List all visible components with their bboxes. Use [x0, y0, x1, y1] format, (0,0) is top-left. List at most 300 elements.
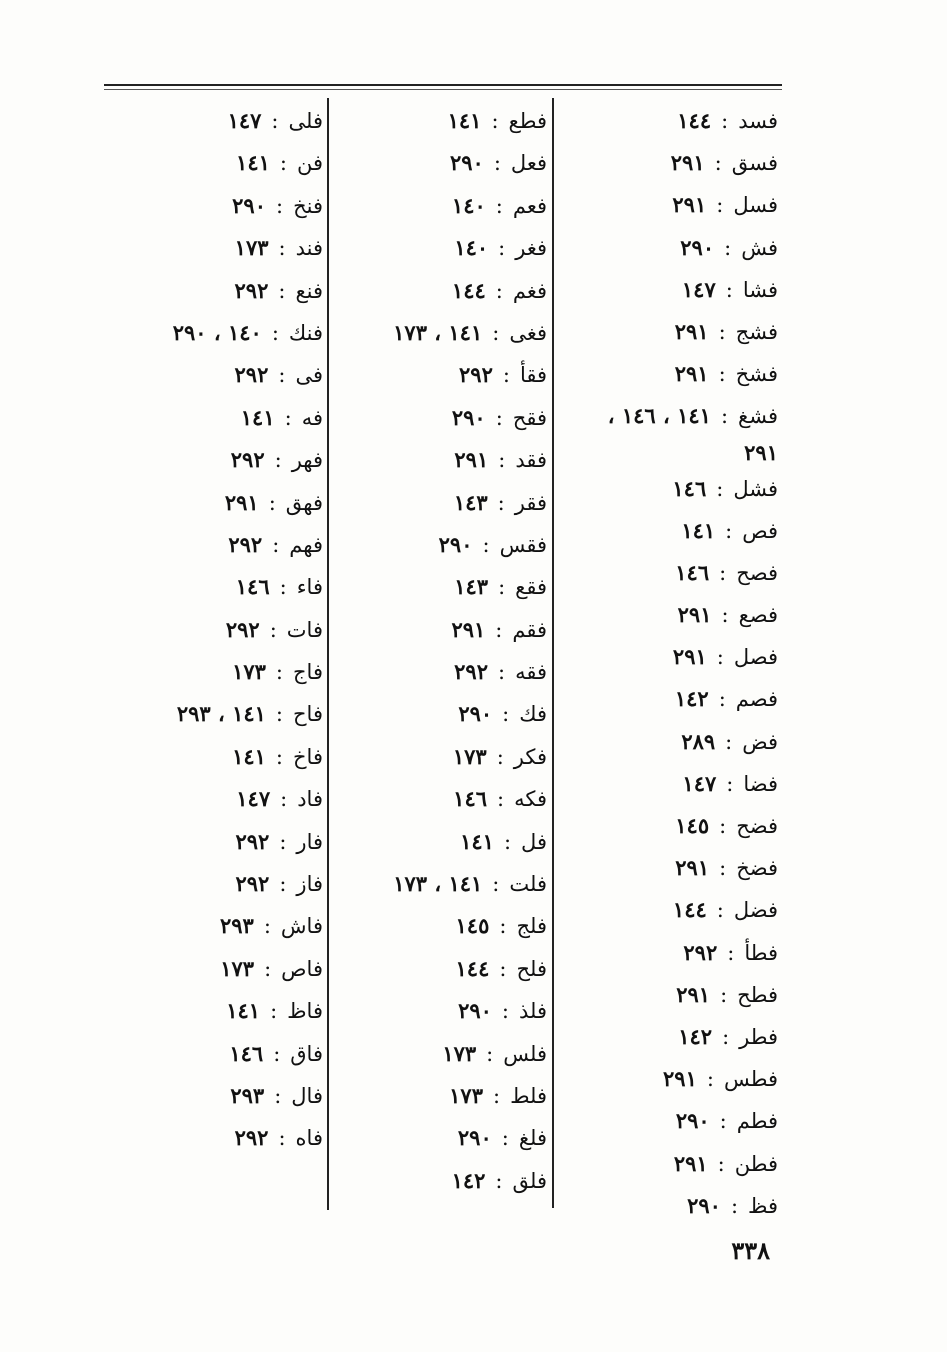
entry-separator: :	[493, 151, 501, 176]
entry-separator: :	[730, 1193, 739, 1218]
entry-separator: :	[482, 532, 490, 557]
entry-separator: :	[725, 729, 733, 754]
entry-word: فل	[521, 829, 547, 854]
entry-word: فاز	[296, 872, 323, 897]
index-entry	[335, 439, 547, 481]
index-column-right	[560, 100, 778, 1227]
entry-word: فطع	[508, 109, 547, 133]
entry-separator: :	[273, 1041, 281, 1066]
entry-pages: ١٧٣	[452, 743, 487, 769]
entry-separator: :	[275, 744, 283, 769]
entry-word: فصل	[733, 645, 778, 670]
entry-separator: :	[706, 1067, 714, 1092]
entry-word: فسل	[733, 193, 778, 218]
entry-word: فهر	[291, 448, 323, 473]
index-entry	[335, 905, 547, 947]
index-entry	[105, 142, 323, 184]
entry-separator: :	[714, 151, 722, 176]
index-entry	[105, 693, 323, 735]
index-entry	[335, 142, 547, 184]
entry-word: فاص	[281, 956, 323, 981]
entry-separator: :	[718, 362, 726, 387]
entry-pages: ٢٩١	[674, 318, 709, 344]
entry-separator: :	[719, 560, 727, 585]
entry-pages: ٢٩٠	[457, 1125, 492, 1151]
entry-separator: :	[719, 856, 727, 881]
entry-word: فلق	[512, 1168, 547, 1193]
index-entry	[105, 482, 323, 524]
entry-word: فات	[286, 617, 323, 642]
entry-pages: ١٤١	[681, 517, 716, 543]
entry-pages: ٢٩٢	[230, 447, 265, 473]
entry-pages: ٢٩٠	[438, 531, 473, 557]
entry-pages: ١٤١ ، ١٧٣	[393, 319, 483, 345]
entry-pages: ١٤١ ، ٢٩٣	[176, 701, 266, 727]
index-entry	[560, 1100, 778, 1142]
entry-separator: :	[491, 109, 499, 133]
index-entry	[560, 1058, 778, 1100]
entry-word: فشل	[733, 476, 778, 501]
entry-word: فند	[295, 236, 323, 261]
index-entry	[560, 636, 778, 678]
top-rule-thin	[104, 89, 782, 90]
entry-pages: ٢٩٠	[232, 192, 266, 218]
entry-pages: ١٧٣	[220, 955, 255, 981]
entry-separator: :	[279, 575, 287, 600]
entry-word: فعم	[512, 193, 547, 218]
entry-separator: :	[496, 744, 504, 769]
entry-pages: ٢٩٢	[235, 871, 270, 897]
entry-word: فه	[301, 405, 323, 430]
index-entry	[335, 227, 547, 269]
entry-word: فعل	[510, 151, 547, 176]
entry-pages: ١٤٦	[453, 786, 488, 812]
entry-word: فاء	[296, 575, 323, 600]
entry-pages: ١٤٥	[455, 913, 490, 939]
entry-word: فاش	[280, 914, 323, 939]
index-entry	[105, 270, 323, 312]
index-entry	[105, 1033, 323, 1075]
entry-pages: ٢٩٢	[234, 362, 269, 388]
index-entry	[105, 736, 323, 778]
entry-pages: ١٤١	[232, 743, 266, 769]
entry-word: فضل	[733, 898, 778, 923]
index-entry	[560, 100, 778, 142]
entry-separator: :	[492, 320, 500, 345]
entry-pages: ٢٩٠	[450, 150, 484, 176]
entry-separator: :	[274, 1083, 282, 1108]
entry-word: فص	[742, 518, 778, 543]
entry-pages: ٢٩٣	[230, 1082, 265, 1108]
entry-separator: :	[279, 872, 287, 897]
index-entry	[105, 354, 323, 396]
entry-separator: :	[278, 363, 286, 388]
index-entry	[560, 269, 778, 311]
entry-word: فقع	[515, 575, 547, 600]
entry-word: فهم	[289, 532, 323, 557]
entry-separator: :	[716, 898, 724, 923]
index-entry	[335, 778, 547, 820]
index-entry	[105, 821, 323, 863]
entry-separator: :	[725, 518, 733, 543]
entry-word: فن	[296, 151, 323, 176]
entry-separator: :	[495, 193, 503, 218]
entry-pages: ٢٩١	[677, 602, 712, 628]
entry-separator: :	[720, 982, 728, 1007]
entry-word: فلغ	[518, 1126, 547, 1151]
entry-separator: :	[501, 999, 509, 1024]
entry-separator: :	[270, 999, 278, 1024]
entry-separator: :	[492, 1083, 501, 1108]
index-entry	[560, 763, 778, 805]
entry-separator: :	[717, 1151, 725, 1176]
entry-separator: :	[280, 787, 288, 812]
entry-pages: ١٤١	[447, 108, 482, 133]
entry-word: فغم	[512, 278, 547, 303]
entry-word: فض	[742, 729, 778, 754]
entry-separator: :	[719, 814, 727, 838]
entry-word: فلح	[516, 956, 547, 981]
entry-word: فقأ	[519, 363, 547, 388]
entry-pages: ٢٩٠	[680, 234, 715, 260]
entry-word: فصع	[738, 603, 778, 628]
entry-word: فطأ	[744, 940, 778, 965]
entry-separator: :	[284, 405, 292, 430]
index-entry	[105, 439, 323, 481]
index-entry	[335, 1117, 547, 1159]
entry-separator: :	[720, 404, 729, 429]
index-column-middle	[335, 100, 547, 1202]
entry-separator: :	[718, 687, 726, 712]
index-entry	[335, 1075, 547, 1117]
entry-separator: :	[497, 490, 505, 515]
entry-word: فشخ	[735, 362, 778, 387]
entry-separator: :	[498, 575, 506, 600]
index-entry	[335, 651, 547, 693]
entry-pages: ١٤٤	[672, 897, 707, 923]
index-entry	[560, 889, 778, 931]
entry-pages: ١٤٧	[681, 276, 716, 302]
index-entry	[105, 778, 323, 820]
entry-pages: ١٤٧	[682, 770, 717, 796]
entry-separator: :	[501, 1126, 509, 1151]
index-entry	[560, 510, 778, 552]
entry-separator: :	[495, 1168, 503, 1193]
entry-pages: ١٤٣	[453, 489, 488, 515]
index-entry	[335, 482, 547, 524]
entry-word: فضخ	[736, 856, 778, 881]
entry-word: فظ	[748, 1193, 778, 1218]
entry-pages: ١٤٦	[235, 574, 270, 600]
entry-pages: ٢٩١	[673, 1150, 708, 1176]
entry-pages: ٢٩٠	[675, 1108, 710, 1134]
index-entry	[560, 805, 778, 847]
entry-word: فشا	[742, 277, 778, 302]
index-entry	[560, 311, 778, 353]
entry-separator: :	[719, 1109, 727, 1134]
index-entry	[105, 185, 323, 227]
entry-pages: ١٤٧	[227, 108, 262, 133]
column-divider-right	[552, 98, 554, 1208]
entry-word: فك	[519, 702, 547, 727]
entry-separator: :	[263, 914, 271, 939]
entry-separator: :	[492, 872, 500, 897]
index-entry	[105, 651, 323, 693]
entry-pages: ١٤١	[226, 998, 261, 1024]
entry-separator: :	[495, 405, 503, 430]
entry-word: فاح	[293, 702, 323, 727]
entry-separator: :	[497, 787, 505, 812]
entry-separator: :	[278, 278, 286, 303]
entry-word: فنع	[295, 278, 323, 303]
index-entry	[105, 863, 323, 905]
entry-pages: ٢٩١	[672, 192, 707, 218]
index-entry	[560, 142, 778, 184]
index-entry	[335, 609, 547, 651]
entry-pages: ١٤٢	[451, 1167, 486, 1193]
entry-separator: :	[275, 193, 284, 218]
index-column-left	[105, 100, 323, 1160]
entry-pages: ٢٩١	[451, 616, 486, 642]
index-entry	[335, 312, 547, 354]
index-entry	[560, 1185, 778, 1227]
index-entry	[335, 693, 547, 735]
index-entry	[335, 1160, 547, 1202]
index-entry	[560, 974, 778, 1016]
entry-word: فغى	[509, 320, 547, 345]
entry-separator: :	[502, 702, 510, 727]
entry-pages: ٢٩١	[675, 855, 710, 881]
entry-pages: ٢٩٠	[687, 1192, 721, 1218]
entry-word: فلى	[288, 109, 323, 133]
index-entry	[335, 736, 547, 778]
index-entry	[560, 468, 778, 510]
entry-word: فصم	[735, 687, 778, 712]
entry-word: فقد	[515, 448, 547, 473]
entry-separator: :	[272, 532, 280, 557]
entry-pages: ١٤١ ، ١٤٦ ،	[607, 403, 711, 429]
entry-word: فى	[295, 363, 323, 388]
entry-pages: ٢٩٢	[459, 362, 493, 388]
index-entry	[335, 821, 547, 863]
entry-word: فصح	[736, 560, 778, 585]
entry-separator: :	[716, 476, 724, 501]
entry-separator: :	[718, 319, 726, 344]
entry-separator: :	[271, 320, 279, 345]
entry-word: فقه	[515, 660, 547, 685]
entry-separator: :	[503, 829, 512, 854]
entry-pages: ٢٩١	[744, 439, 778, 465]
entry-pages: ١٤٢	[674, 686, 709, 712]
entry-separator: :	[274, 448, 282, 473]
index-entry	[560, 353, 778, 395]
index-entry	[560, 594, 778, 636]
entry-pages: ١٤١	[236, 150, 270, 176]
index-entry	[105, 1075, 323, 1117]
index-entry	[335, 270, 547, 312]
index-entry	[105, 948, 323, 990]
entry-pages: ٢٩٢	[234, 1125, 269, 1151]
entry-pages: ٢٩٠	[458, 701, 493, 727]
entry-word: فقر	[514, 490, 547, 515]
index-entry	[560, 932, 778, 974]
entry-pages: ٢٩١	[670, 150, 705, 176]
entry-pages: ٢٩٢	[454, 659, 488, 685]
entry-word: فغر	[515, 236, 547, 261]
entry-separator: :	[498, 660, 506, 685]
entry-word: فقم	[512, 617, 547, 642]
entry-word: فكه	[514, 787, 547, 812]
entry-word: فار	[296, 829, 323, 854]
entry-word: فكر	[513, 744, 547, 769]
index-entry	[105, 905, 323, 947]
entry-word: فشغ	[738, 404, 778, 429]
index-entry	[560, 395, 778, 437]
entry-word: فاه	[295, 1126, 323, 1151]
entry-word: فضح	[736, 814, 778, 838]
index-entry	[105, 312, 323, 354]
index-entry	[335, 185, 547, 227]
top-rule	[104, 84, 782, 86]
entry-word: فلط	[510, 1083, 547, 1108]
entry-separator: :	[716, 645, 724, 670]
entry-word: فلت	[509, 872, 547, 897]
entry-pages: ٢٩٢	[234, 277, 269, 303]
entry-pages: ١٤٦	[672, 475, 707, 501]
entry-word: فهق	[285, 490, 323, 515]
index-entry	[335, 100, 547, 142]
entry-word: فش	[741, 235, 778, 260]
entry-word: فنك	[288, 320, 323, 345]
entry-separator: :	[726, 771, 734, 796]
entry-word: فاج	[293, 660, 323, 685]
entry-separator: :	[268, 490, 276, 515]
entry-pages: ١٤٠ ، ٢٩٠	[172, 319, 262, 345]
entry-word: فاظ	[287, 999, 323, 1024]
index-entry	[105, 524, 323, 566]
entry-pages: ٢٩٠	[458, 998, 492, 1024]
entry-word: فلج	[516, 914, 547, 939]
index-entry	[560, 847, 778, 889]
index-entry	[335, 566, 547, 608]
entry-pages: ١٧٣	[232, 659, 266, 685]
entry-pages: ١٤٤	[455, 955, 490, 981]
entry-word: فقح	[512, 405, 547, 430]
index-entry	[105, 566, 323, 608]
entry-pages: ١٤٠	[451, 192, 486, 218]
entry-word: فطح	[737, 982, 778, 1007]
entry-pages: ١٤٥	[675, 813, 710, 838]
entry-separator: :	[486, 1041, 494, 1066]
entry-pages: ٢٩١	[674, 361, 709, 387]
entry-pages: ١٧٣	[449, 1082, 483, 1108]
index-entry	[560, 184, 778, 226]
index-entry	[335, 990, 547, 1032]
entry-separator: :	[269, 617, 277, 642]
entry-pages: ١٤٤	[677, 108, 712, 133]
entry-word: فلس	[503, 1041, 547, 1066]
entry-pages: ١٤١	[460, 828, 494, 854]
entry-separator: :	[279, 151, 287, 176]
entry-word: فاق	[290, 1041, 323, 1066]
entry-word: فطس	[723, 1067, 778, 1092]
entry-pages: ٢٩١	[676, 981, 711, 1007]
entry-separator: :	[721, 109, 729, 133]
entry-pages: ٢٩٢	[228, 531, 263, 557]
entry-word: فطم	[736, 1109, 778, 1134]
column-divider-left	[327, 98, 329, 1210]
entry-separator: :	[278, 1126, 286, 1151]
entry-separator: :	[275, 660, 283, 685]
entry-word: فطر	[739, 1024, 778, 1049]
entry-pages: ٢٩٢	[683, 939, 718, 965]
entry-pages: ١٤٣	[454, 574, 489, 600]
entry-pages: ٢٨٩	[681, 728, 716, 754]
index-entry	[105, 990, 323, 1032]
entry-pages: ٢٩٣	[220, 913, 254, 939]
entry-pages: ١٤٦	[229, 1040, 264, 1066]
page-number: ٣٣٨	[731, 1236, 770, 1265]
entry-pages: ٢٩١	[672, 644, 707, 670]
entry-pages: ٢٩١	[454, 447, 489, 473]
entry-pages: ٢٩١	[224, 489, 259, 515]
entry-separator: :	[722, 1024, 730, 1049]
entry-pages: ١٧٣	[442, 1040, 477, 1066]
entry-pages: ١٤١	[240, 404, 275, 430]
entry-separator: :	[264, 956, 272, 981]
entry-word: فطن	[734, 1151, 778, 1176]
entry-word: فنخ	[293, 193, 323, 218]
entry-pages: ١٧٣	[234, 235, 269, 261]
index-entry	[335, 863, 547, 905]
index-entry	[560, 678, 778, 720]
index-entry	[560, 1143, 778, 1185]
entry-separator: :	[495, 617, 503, 642]
entry-separator: :	[721, 603, 729, 628]
entry-pages: ١٤٤	[451, 277, 486, 303]
entry-word: فلذ	[518, 999, 547, 1024]
index-entry	[560, 438, 778, 468]
entry-separator: :	[495, 278, 503, 303]
entry-separator: :	[499, 914, 507, 939]
entry-separator: :	[278, 236, 286, 261]
entry-word: فشج	[735, 319, 778, 344]
entry-separator: :	[499, 956, 507, 981]
index-entry	[335, 524, 547, 566]
entry-separator: :	[498, 236, 506, 261]
index-entry	[560, 227, 778, 269]
entry-separator: :	[502, 363, 510, 388]
entry-separator: :	[716, 193, 724, 218]
index-entry	[105, 609, 323, 651]
entry-separator: :	[279, 829, 287, 854]
entry-pages: ١٤٢	[678, 1023, 713, 1049]
index-entry	[335, 948, 547, 990]
entry-pages: ١٤٧	[236, 786, 271, 812]
entry-word: فسد	[738, 109, 778, 133]
index-entry	[105, 227, 323, 269]
entry-pages: ٢٩٠	[451, 404, 486, 430]
entry-pages: ٢٩٢	[225, 616, 260, 642]
entry-pages: ١٤١ ، ١٧٣	[393, 871, 483, 897]
entry-word: فسق	[731, 151, 778, 176]
index-entry	[105, 397, 323, 439]
index-entry	[560, 721, 778, 763]
entry-pages: ٢٩٢	[235, 828, 270, 854]
entry-pages: ٢٩١	[663, 1066, 697, 1092]
entry-word: فقس	[499, 532, 547, 557]
entry-separator: :	[275, 702, 283, 727]
